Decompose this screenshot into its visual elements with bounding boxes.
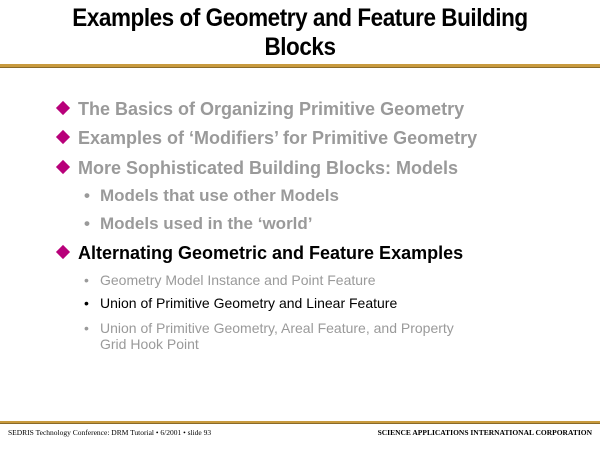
diamond-bullet-icon: [56, 130, 70, 144]
bullet-text-line-2: Grid Hook Point: [100, 336, 199, 352]
sub-bullet-item: [84, 320, 454, 352]
bullet-text: Examples of ‘Modifiers’ for Primitive Geometry: [78, 128, 478, 148]
bullet-text: More Sophisticated Building Blocks: Models: [78, 158, 459, 178]
bullet-text: Alternating Geometric and Feature Examples: [78, 243, 464, 263]
dot-bullet-icon: •: [84, 186, 90, 205]
bullet-item: [56, 99, 464, 120]
dot-bullet-icon: •: [84, 320, 89, 336]
bullet-item-active: [56, 243, 463, 264]
slide-title-line-1: Examples of Geometry and Feature Building: [72, 4, 528, 32]
bullet-item: [56, 158, 458, 179]
dot-bullet-icon: •: [84, 214, 90, 233]
bullet-item: [56, 128, 477, 149]
bullet-text: Models used in the ‘world’: [100, 214, 313, 233]
footer-organization: SCIENCE APPLICATIONS INTERNATIONAL CORPORATION: [377, 428, 592, 437]
bullet-text: Geometry Model Instance and Point Feature: [100, 272, 376, 288]
bullet-text: Union of Primitive Geometry and Linear Feature: [100, 295, 398, 311]
diamond-bullet-icon: [56, 160, 70, 174]
dot-bullet-icon: •: [84, 295, 89, 311]
dot-bullet-icon: •: [84, 272, 89, 288]
diamond-bullet-icon: [56, 245, 70, 259]
slide-title-line-2: Blocks: [264, 33, 336, 61]
sub-bullet-item: [84, 186, 339, 206]
bullet-text: The Basics of Organizing Primitive Geometry: [78, 99, 465, 119]
bullet-text-line-1: Union of Primitive Geometry, Areal Feature, and Property: [100, 320, 454, 336]
sub-bullet-item: [84, 214, 313, 234]
diamond-bullet-icon: [56, 101, 70, 115]
bullet-text: Models that use other Models: [100, 186, 339, 205]
sub-bullet-item: [84, 272, 375, 288]
sub-bullet-item-active: [84, 295, 397, 311]
footer-divider: [0, 421, 600, 424]
footer-conference-info: SEDRIS Technology Conference: DRM Tutorial • 6/2001 • slide 93: [8, 428, 212, 437]
